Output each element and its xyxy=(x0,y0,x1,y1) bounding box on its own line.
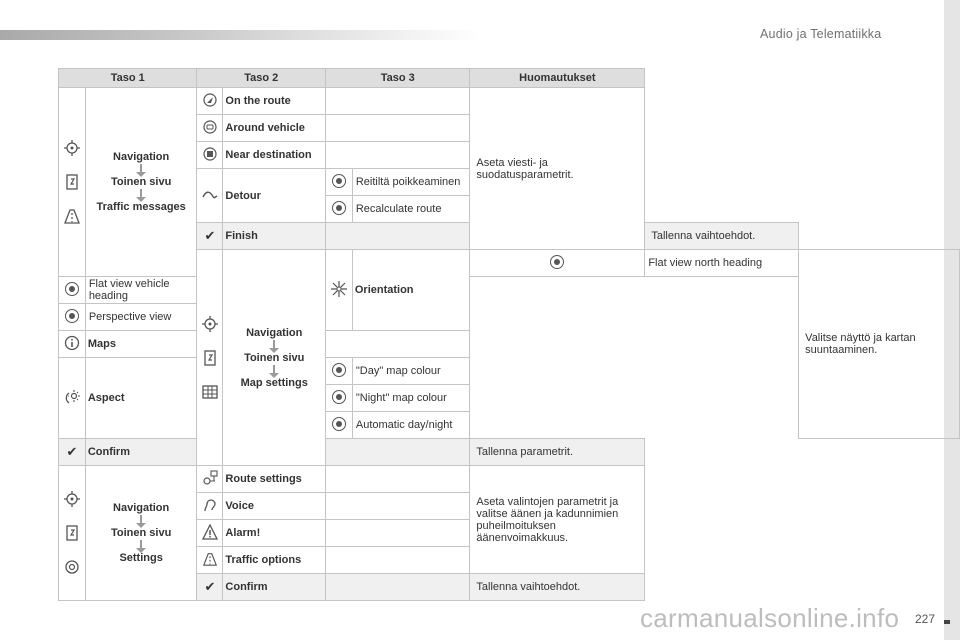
checkmark-icon: ✔ xyxy=(197,223,223,250)
flow-arrow xyxy=(140,164,142,172)
l3-flat-vehicle: Flat view vehicle heading xyxy=(85,277,197,304)
nav-level-2: Toinen sivu xyxy=(110,176,172,188)
traffic-icon xyxy=(63,207,81,225)
radio-icon[interactable] xyxy=(326,412,353,439)
nav-level-3: Map settings xyxy=(240,376,308,389)
voice-icon xyxy=(197,493,223,520)
nav-level-1: Navigation xyxy=(113,151,170,163)
flow-arrow xyxy=(140,189,142,197)
settings-icon xyxy=(63,558,81,576)
section3-icons xyxy=(59,466,86,601)
header-taso1: Taso 1 xyxy=(59,69,197,88)
l2-route-settings: Route settings xyxy=(223,466,326,493)
page-number: 227 xyxy=(915,612,936,626)
nav-level-3: Settings xyxy=(119,552,163,564)
alarm-warning-icon xyxy=(197,520,223,547)
l3-auto-day-night: Automatic day/night xyxy=(352,412,470,439)
navigation-icon xyxy=(201,315,219,333)
page-two-icon xyxy=(201,349,219,367)
l3-night-colour: "Night" map colour xyxy=(352,385,470,412)
l2-confirm: Confirm xyxy=(85,439,197,466)
l3-empty xyxy=(326,493,470,520)
nav-level-1: Navigation xyxy=(246,326,303,339)
detour-icon xyxy=(197,169,223,223)
nav-level-2: Toinen sivu xyxy=(110,527,172,539)
navigation-icon xyxy=(63,490,81,508)
section3-nav-flow xyxy=(85,466,197,601)
note-traffic: Aseta viesti- ja suodatusparametrit. xyxy=(470,88,645,250)
note-confirm: Tallenna parametrit. xyxy=(470,439,645,466)
l2-on-route: On the route xyxy=(223,88,326,115)
section1-nav-flow xyxy=(85,88,197,277)
note-map: Valitse näyttö ja kartan suuntaaminen. xyxy=(799,250,960,439)
flow-arrow xyxy=(140,540,142,548)
radio-icon[interactable] xyxy=(326,358,353,385)
page-header-title: Audio ja Telematiikka xyxy=(760,27,882,41)
l3-empty xyxy=(326,439,470,466)
nav-level-2: Toinen sivu xyxy=(244,351,305,364)
flow-arrow xyxy=(140,515,142,523)
page-two-icon xyxy=(63,524,81,542)
l3-empty xyxy=(326,547,470,574)
l2-detour: Detour xyxy=(223,169,326,223)
section2-icons xyxy=(197,250,223,466)
traffic-icon xyxy=(197,547,223,574)
radio-icon[interactable] xyxy=(59,304,86,331)
nav-level-3: Traffic messages xyxy=(96,201,186,213)
l3-empty xyxy=(326,574,470,601)
radio-icon[interactable] xyxy=(470,250,645,277)
route-settings-icon xyxy=(197,466,223,493)
near-destination-icon xyxy=(197,142,223,169)
l3-perspective: Perspective view xyxy=(85,304,197,331)
flow-arrow xyxy=(273,340,275,348)
l2-maps: Maps xyxy=(85,331,197,358)
l3-empty xyxy=(326,331,470,358)
section1-icons xyxy=(59,88,86,277)
l2-finish: Finish xyxy=(223,223,326,250)
day-night-icon xyxy=(59,358,86,439)
orientation-icon xyxy=(326,250,353,331)
l2-near-destination: Near destination xyxy=(223,142,326,169)
page-marker xyxy=(944,620,950,624)
navigation-icon xyxy=(63,139,81,157)
note-finish: Tallenna vaihtoehdot. xyxy=(645,223,799,250)
info-icon xyxy=(59,331,86,358)
l3-empty xyxy=(326,88,470,115)
header-taso2: Taso 2 xyxy=(197,69,326,88)
l2-voice: Voice xyxy=(223,493,326,520)
nav-level-1: Navigation xyxy=(113,502,170,514)
checkmark-icon: ✔ xyxy=(59,439,86,466)
top-decorative-bar xyxy=(0,30,480,40)
l3-day-colour: "Day" map colour xyxy=(352,358,470,385)
l2-traffic-options: Traffic options xyxy=(223,547,326,574)
radio-icon[interactable] xyxy=(326,196,353,223)
map-grid-icon xyxy=(201,383,219,401)
l2-orientation: Orientation xyxy=(352,250,470,331)
note-confirm: Tallenna vaihtoehdot. xyxy=(470,574,645,601)
l3-empty xyxy=(326,466,470,493)
radio-icon[interactable] xyxy=(326,169,353,196)
l2-around-vehicle: Around vehicle xyxy=(223,115,326,142)
on-route-icon xyxy=(197,88,223,115)
l2-confirm: Confirm xyxy=(223,574,326,601)
l2-alarm: Alarm! xyxy=(223,520,326,547)
l2-aspect: Aspect xyxy=(85,358,197,439)
around-vehicle-icon xyxy=(197,115,223,142)
radio-icon[interactable] xyxy=(59,277,86,304)
section2-nav-flow xyxy=(223,250,326,466)
page-two-icon xyxy=(63,173,81,191)
checkmark-icon: ✔ xyxy=(197,574,223,601)
table-header-row xyxy=(59,69,960,88)
l3-empty xyxy=(326,223,470,250)
l3-reitilta-poikkeaminen: Reitiltä poikkeaminen xyxy=(352,169,470,196)
note-settings: Aseta valintojen parametrit ja valitse äänen ja kadunnimien puheilmoituksen äänenvoimakkuus. xyxy=(470,466,645,574)
l3-recalculate-route: Recalculate route xyxy=(352,196,470,223)
l3-empty xyxy=(326,520,470,547)
flow-arrow xyxy=(273,365,275,373)
watermark: carmanualsonline.info xyxy=(640,603,900,633)
l3-flat-north: Flat view north heading xyxy=(645,250,799,277)
header-huomautukset: Huomautukset xyxy=(470,69,645,88)
header-taso3: Taso 3 xyxy=(326,69,470,88)
l3-empty xyxy=(326,115,470,142)
radio-icon[interactable] xyxy=(326,385,353,412)
menu-table xyxy=(58,68,960,601)
l3-empty xyxy=(326,142,470,169)
